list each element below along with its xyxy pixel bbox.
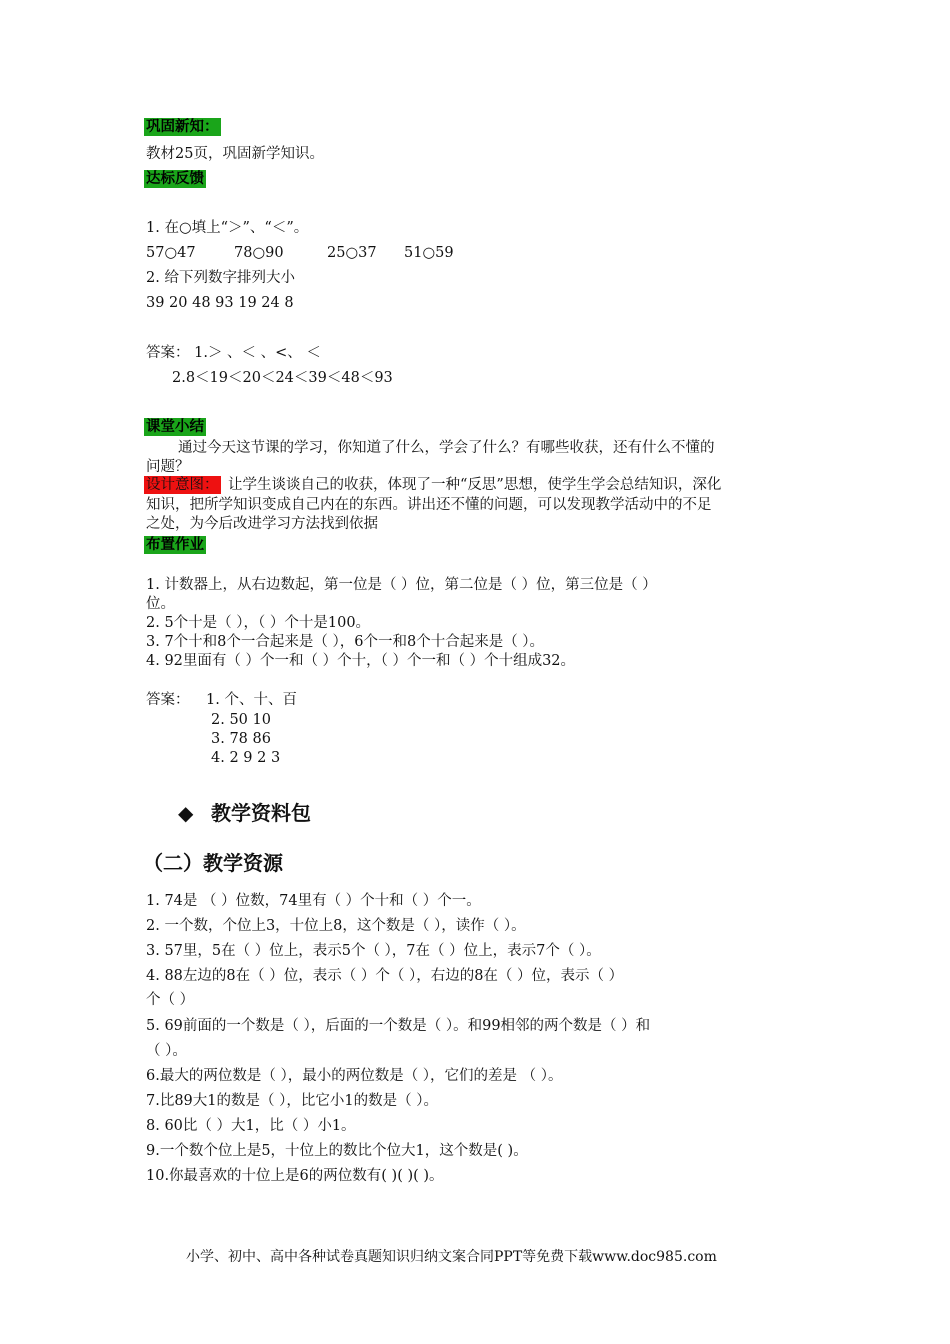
feedback-q1-item: 78○90 bbox=[234, 245, 284, 261]
exercise-line: 1. 74是 （ ）位数，74里有（ ）个十和（ ）个一。 bbox=[146, 893, 481, 909]
homework-answer: 4. 2 9 2 3 bbox=[211, 750, 281, 766]
feedback-q1-item: 51○59 bbox=[404, 245, 454, 261]
summary-text-line2: 问题？ bbox=[146, 459, 190, 475]
exercise-line: 5. 69前面的一个数是（ ），后面的一个数是（ ）。和99相邻的两个数是（ ）和 bbox=[146, 1018, 651, 1034]
homework-q1-line1: 1. 计数器上，从右边数起，第一位是（ ）位，第二位是（ ）位，第三位是（ ） bbox=[146, 577, 657, 593]
diamond-bullet-icon: ◆ bbox=[178, 801, 194, 825]
feedback-q1: 1. 在○填上“＞”、“＜”。 bbox=[146, 220, 309, 236]
feedback-q1-item: 25○37 bbox=[327, 245, 377, 261]
homework-answer: 2. 50 10 bbox=[211, 712, 271, 728]
homework-q3: 3. 7个十和8个一合起来是（ ），6个一和8个十合起来是（ ）。 bbox=[146, 634, 545, 650]
homework-q4: 4. 92里面有（ ）个一和（ ）个十，（ ）个一和（ ）个十组成32。 bbox=[146, 653, 576, 669]
feedback-q2-numbers: 39 20 48 93 19 24 8 bbox=[146, 295, 294, 311]
homework-q1-line2: 位。 bbox=[146, 596, 175, 612]
resource-pack-title: 教学资料包 bbox=[211, 801, 311, 825]
exercise-line: 4. 88左边的8在（ ）位，表示（ ）个（ ），右边的8在（ ）位，表示（ ） bbox=[146, 968, 624, 984]
feedback-q1-item: 57○47 bbox=[146, 245, 196, 261]
exercise-line: 3. 57里，5在（ ）位上，表示5个（ ），7在（ ）位上，表示7个（ ）。 bbox=[146, 943, 601, 959]
heading-feedback: 达标反馈 bbox=[146, 171, 204, 187]
summary-text-line1: 通过今天这节课的学习，你知道了什么，学会了什么？有哪些收获，还有什么不懂的 bbox=[178, 440, 715, 456]
exercise-line: 8. 60比（ ）大1，比（ ）小1。 bbox=[146, 1118, 356, 1134]
feedback-q2: 2. 给下列数字排列大小 bbox=[146, 270, 295, 286]
heading-summary: 课堂小结 bbox=[146, 419, 204, 435]
design-intent-label: 设计意图： bbox=[146, 477, 219, 493]
feedback-answer-1: 答案： 1.＞ 、＜ 、<、 ＜ bbox=[146, 345, 321, 361]
homework-q2: 2. 5个十是（ ），（ ）个十是100。 bbox=[146, 615, 371, 631]
design-intent-line3: 之处，为今后改进学习方法找到依据 bbox=[146, 516, 378, 532]
exercise-line: 10.你最喜欢的十位上是6的两位数有( )( )( )。 bbox=[146, 1168, 444, 1184]
design-intent-line1: 让学生谈谈自己的收获，体现了一种“反思”思想，使学生学会总结知识，深化 bbox=[228, 477, 722, 493]
homework-answer: 1. 个、十、百 bbox=[206, 692, 297, 708]
design-intent-line2: 知识，把所学知识变成自己内在的东西。讲出还不懂的问题，可以发现教学活动中的不足 bbox=[146, 497, 712, 513]
homework-answer: 3. 78 86 bbox=[211, 731, 271, 747]
heading-consolidate: 巩固新知： bbox=[146, 119, 219, 135]
exercise-line: 6.最大的两位数是（ ），最小的两位数是（ ），它们的差是 （ ）。 bbox=[146, 1068, 563, 1084]
heading-homework: 布置作业 bbox=[146, 537, 204, 553]
feedback-answer-2: 2.8＜19＜20＜24＜39＜48＜93 bbox=[172, 370, 393, 386]
exercise-line: 个（ ） bbox=[146, 992, 195, 1008]
page-footer: 小学、初中、高中各种试卷真题知识归纳文案合同PPT等免费下载www.doc985.com bbox=[186, 1249, 717, 1265]
exercise-line: 2. 一个数，个位上3，十位上8，这个数是（ ），读作（ ）。 bbox=[146, 918, 526, 934]
exercise-line: 9.一个数个位上是5，十位上的数比个位大1，这个数是( )。 bbox=[146, 1143, 528, 1159]
exercise-line: （ ）。 bbox=[146, 1043, 187, 1059]
resource-subtitle: （二）教学资源 bbox=[143, 851, 283, 875]
exercise-line: 7.比89大1的数是（ ），比它小1的数是（ ）。 bbox=[146, 1093, 438, 1109]
homework-answer-label: 答案： bbox=[146, 692, 190, 708]
consolidate-text: 教材25页，巩固新学知识。 bbox=[146, 146, 324, 162]
